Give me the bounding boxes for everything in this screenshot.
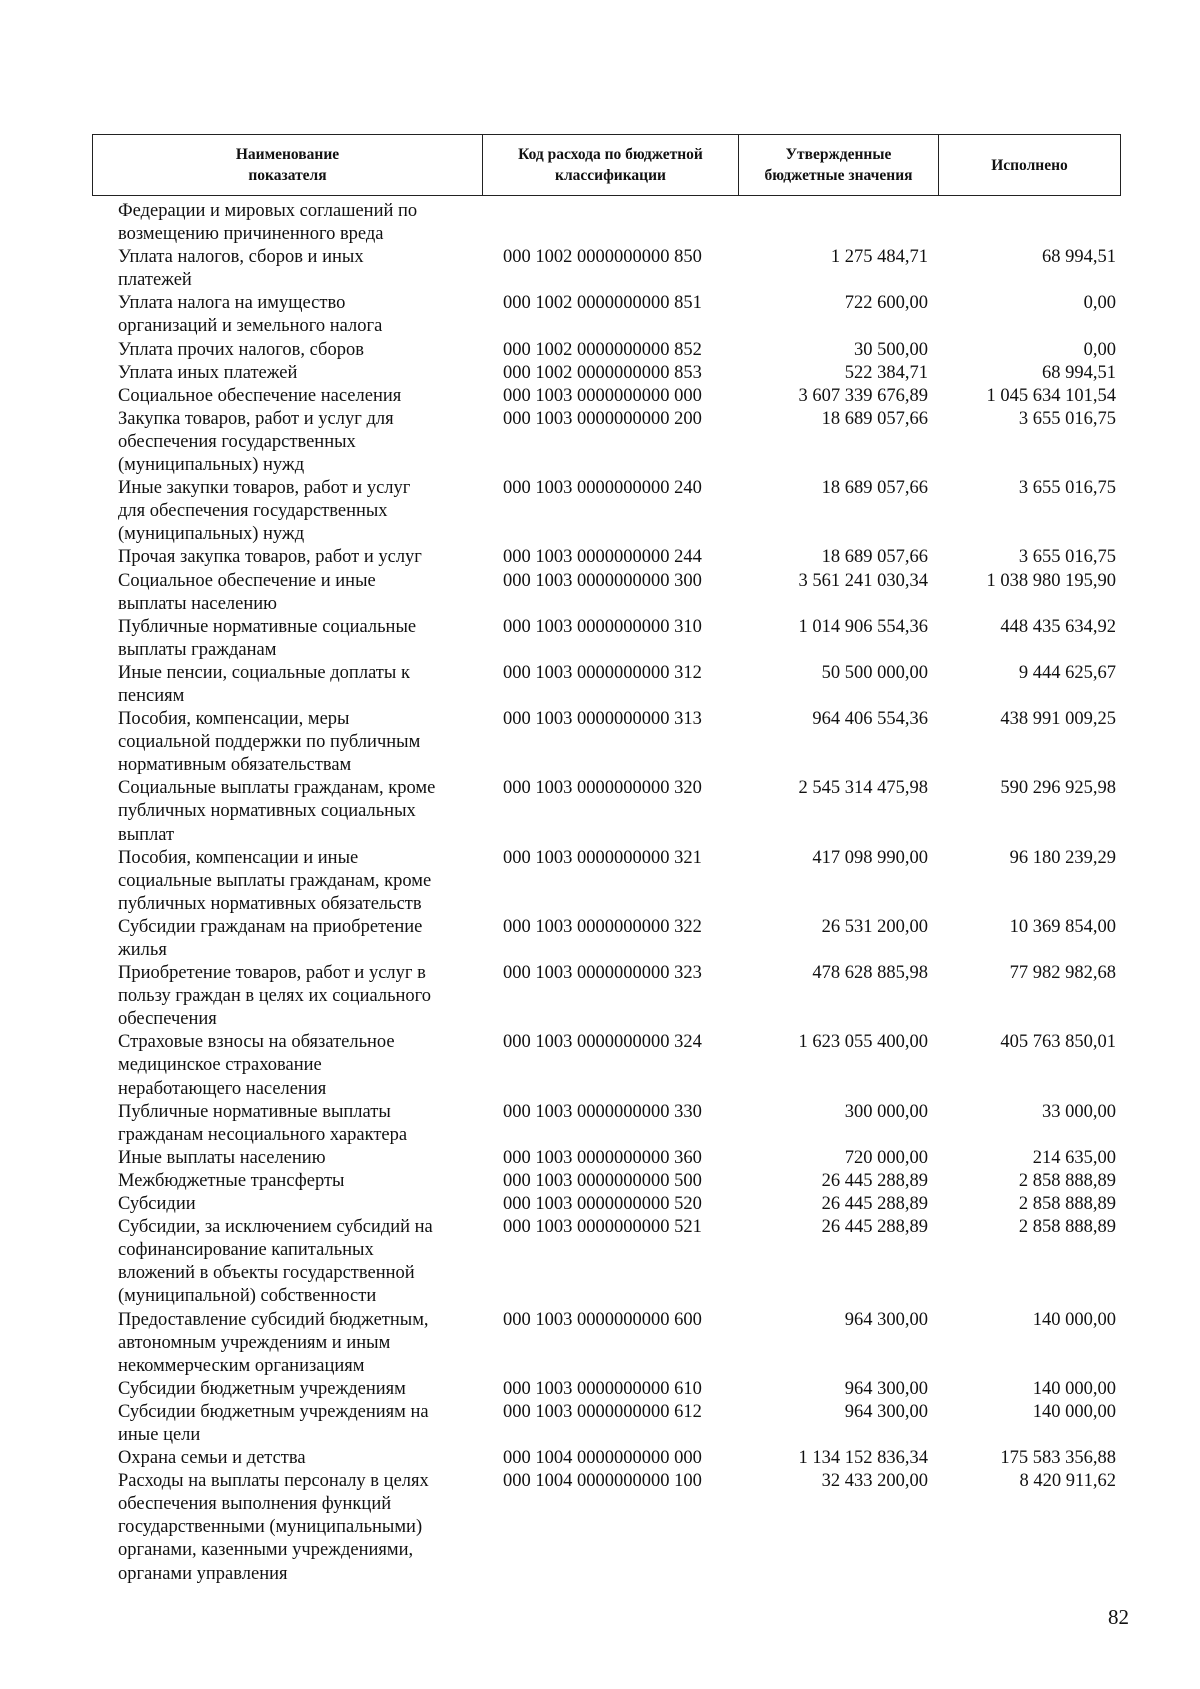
row-name: Социальные выплаты гражданам, кроме публичных нормативных социальных выплат [118, 778, 436, 845]
header-name: Наименование показателя [235, 146, 340, 184]
row-code: 000 1003 0000000000 312 [503, 662, 702, 683]
row-approved: 522 384,71 [844, 362, 928, 383]
row-executed: 438 991 009,25 [1000, 709, 1116, 730]
row-approved: 964 300,00 [844, 1401, 928, 1422]
row-code: 000 1003 0000000000 322 [503, 916, 702, 937]
row-name: Субсидии бюджетным учреждениям на иные цели [118, 1401, 429, 1445]
row-name: Уплата прочих налогов, сборов [118, 339, 364, 360]
row-code: 000 1002 0000000000 852 [503, 339, 702, 360]
row-executed: 140 000,00 [1032, 1309, 1116, 1330]
row-approved: 18 689 057,66 [821, 408, 928, 429]
row-executed: 68 994,51 [1042, 362, 1116, 383]
row-name: Федерации и мировых соглашений по возмещению причиненного вреда [118, 201, 418, 245]
row-approved: 964 406 554,36 [812, 709, 928, 730]
row-executed: 590 296 925,98 [1000, 778, 1116, 799]
row-executed: 96 180 239,29 [1009, 847, 1116, 868]
row-approved: 26 445 288,89 [821, 1170, 928, 1191]
row-approved: 1 275 484,71 [830, 247, 928, 268]
table-row [0, 1401, 1200, 1447]
row-executed: 8 420 911,62 [1019, 1471, 1116, 1492]
row-executed: 10 369 854,00 [1009, 916, 1116, 937]
table-row [0, 777, 1200, 846]
table-row [0, 962, 1200, 1031]
row-name: Субсидии гражданам на приобретение жилья [118, 916, 423, 960]
row-code: 000 1003 0000000000 244 [503, 547, 702, 568]
table-row [0, 708, 1200, 777]
table-row [0, 408, 1200, 477]
row-code: 000 1003 0000000000 000 [503, 385, 702, 406]
row-code: 000 1003 0000000000 330 [503, 1101, 702, 1122]
row-name: Иные пенсии, социальные доплаты к пенсиям [118, 662, 410, 706]
table-row [0, 916, 1200, 962]
row-code: 000 1003 0000000000 300 [503, 570, 702, 591]
row-executed: 3 655 016,75 [1018, 547, 1116, 568]
row-executed: 175 583 356,88 [1000, 1448, 1116, 1469]
row-name: Уплата иных платежей [118, 362, 298, 383]
row-code: 000 1003 0000000000 520 [503, 1194, 702, 1215]
table-row [0, 1031, 1200, 1100]
table-row [0, 1470, 1200, 1585]
row-executed: 2 858 888,89 [1018, 1170, 1116, 1191]
row-approved: 50 500 000,00 [821, 662, 928, 683]
row-approved: 964 300,00 [844, 1378, 928, 1399]
row-name: Субсидии [118, 1194, 196, 1215]
table-row [0, 292, 1200, 338]
row-code: 000 1003 0000000000 612 [503, 1401, 702, 1422]
row-code: 000 1003 0000000000 610 [503, 1378, 702, 1399]
row-executed: 0,00 [1083, 293, 1116, 314]
table-row [0, 362, 1200, 385]
row-code: 000 1003 0000000000 321 [503, 847, 702, 868]
row-executed: 2 858 888,89 [1018, 1194, 1116, 1215]
row-code: 000 1004 0000000000 100 [503, 1471, 702, 1492]
row-approved: 30 500,00 [854, 339, 928, 360]
row-name: Межбюджетные трансферты [118, 1170, 345, 1191]
row-name: Охрана семьи и детства [118, 1448, 306, 1469]
row-executed: 3 655 016,75 [1018, 408, 1116, 429]
header-code-cell [483, 135, 739, 195]
row-code: 000 1003 0000000000 521 [503, 1217, 702, 1238]
row-executed: 140 000,00 [1032, 1401, 1116, 1422]
table-header [92, 134, 1121, 196]
row-executed: 33 000,00 [1042, 1101, 1116, 1122]
table-row [0, 246, 1200, 292]
row-code: 000 1002 0000000000 853 [503, 362, 702, 383]
row-code: 000 1003 0000000000 500 [503, 1170, 702, 1191]
row-executed: 448 435 634,92 [1000, 616, 1116, 637]
row-name: Закупка товаров, работ и услуг для обеспечения государственных (муниципальных) нужд [118, 408, 394, 476]
row-name: Публичные нормативные выплаты гражданам несоциального характера [118, 1101, 408, 1145]
row-executed: 3 655 016,75 [1018, 478, 1116, 499]
row-name: Пособия, компенсации, меры социальной поддержки по публичным нормативным обязательствам [118, 709, 421, 776]
row-approved: 1 134 152 836,34 [798, 1448, 928, 1469]
table-row [0, 1147, 1200, 1170]
row-code: 000 1003 0000000000 200 [503, 408, 702, 429]
header-code: Код расхода по бюджетной классификации [518, 146, 703, 184]
row-executed: 214 635,00 [1032, 1147, 1116, 1168]
row-name: Социальное обеспечение и иные выплаты населению [118, 570, 376, 614]
row-approved: 18 689 057,66 [821, 478, 928, 499]
row-executed: 1 038 980 195,90 [986, 570, 1116, 591]
header-name-cell [93, 135, 483, 195]
table-row [0, 616, 1200, 662]
row-executed: 2 858 888,89 [1018, 1217, 1116, 1238]
row-executed: 1 045 634 101,54 [986, 385, 1116, 406]
row-name: Уплата налога на имущество организаций и земельного налога [118, 293, 383, 337]
row-approved: 1 623 055 400,00 [798, 1032, 928, 1053]
table-row [0, 1101, 1200, 1147]
row-executed: 77 982 982,68 [1009, 963, 1116, 984]
row-approved: 417 098 990,00 [812, 847, 928, 868]
row-name: Приобретение товаров, работ и услуг в пользу граждан в целях их социального обеспечения [118, 963, 432, 1030]
table-row [0, 200, 1200, 246]
table-row [0, 1216, 1200, 1308]
row-code: 000 1003 0000000000 310 [503, 616, 702, 637]
row-approved: 32 433 200,00 [821, 1471, 928, 1492]
table-row [0, 1170, 1200, 1193]
table-row [0, 662, 1200, 708]
row-executed: 405 763 850,01 [1000, 1032, 1116, 1053]
table-row [0, 570, 1200, 616]
table-row [0, 847, 1200, 916]
header-approved: Утвержденные бюджетные значения [764, 146, 913, 184]
row-code: 000 1002 0000000000 851 [503, 293, 702, 314]
row-name: Субсидии, за исключением субсидий на софинансирование капитальных вложений в объекты государственной (муниципальной) собственности [118, 1217, 433, 1307]
row-code: 000 1002 0000000000 850 [503, 247, 702, 268]
row-code: 000 1003 0000000000 320 [503, 778, 702, 799]
row-approved: 300 000,00 [844, 1101, 928, 1122]
table-row [0, 385, 1200, 408]
row-approved: 964 300,00 [844, 1309, 928, 1330]
row-code: 000 1004 0000000000 000 [503, 1448, 702, 1469]
row-approved: 722 600,00 [844, 293, 928, 314]
row-name: Предоставление субсидий бюджетным, автономным учреждениям и иным некоммерческим организациям [118, 1309, 429, 1376]
row-approved: 26 445 288,89 [821, 1194, 928, 1215]
header-executed-cell [939, 135, 1120, 195]
table-row [0, 1378, 1200, 1401]
header-executed: Исполнено [991, 156, 1068, 174]
table-row [0, 339, 1200, 362]
row-code: 000 1003 0000000000 313 [503, 709, 702, 730]
row-name: Страховые взносы на обязательное медицинское страхование неработающего населения [118, 1032, 395, 1099]
row-approved: 26 445 288,89 [821, 1217, 928, 1238]
table-body [0, 200, 1200, 1586]
row-approved: 2 545 314 475,98 [798, 778, 928, 799]
row-approved: 478 628 885,98 [812, 963, 928, 984]
row-approved: 3 607 339 676,89 [798, 385, 928, 406]
row-code: 000 1003 0000000000 240 [503, 478, 702, 499]
row-code: 000 1003 0000000000 600 [503, 1309, 702, 1330]
table-row [0, 477, 1200, 546]
row-code: 000 1003 0000000000 323 [503, 963, 702, 984]
header-approved-cell [739, 135, 939, 195]
table-row [0, 1309, 1200, 1378]
row-name: Субсидии бюджетным учреждениям [118, 1378, 406, 1399]
row-name: Иные закупки товаров, работ и услуг для обеспечения государственных (муниципальных) нужд [118, 478, 411, 545]
row-approved: 1 014 906 554,36 [798, 616, 928, 637]
row-executed: 68 994,51 [1042, 247, 1116, 268]
row-approved: 720 000,00 [844, 1147, 928, 1168]
row-approved: 18 689 057,66 [821, 547, 928, 568]
table-row [0, 546, 1200, 569]
row-executed: 140 000,00 [1032, 1378, 1116, 1399]
row-name: Публичные нормативные социальные выплаты гражданам [118, 616, 417, 660]
table-row [0, 1193, 1200, 1216]
row-name: Уплата налогов, сборов и иных платежей [118, 247, 364, 291]
row-name: Социальное обеспечение населения [118, 385, 402, 406]
row-code: 000 1003 0000000000 324 [503, 1032, 702, 1053]
page-number: 82 [1108, 1605, 1129, 1629]
row-executed: 0,00 [1083, 339, 1116, 360]
table-row [0, 1447, 1200, 1470]
row-name: Прочая закупка товаров, работ и услуг [118, 547, 422, 568]
row-name: Пособия, компенсации и иные социальные выплаты гражданам, кроме публичных нормативных обязательств [118, 847, 432, 914]
row-approved: 3 561 241 030,34 [798, 570, 928, 591]
row-name: Иные выплаты населению [118, 1147, 326, 1168]
row-code: 000 1003 0000000000 360 [503, 1147, 702, 1168]
row-executed: 9 444 625,67 [1018, 662, 1116, 683]
row-approved: 26 531 200,00 [821, 916, 928, 937]
row-name: Расходы на выплаты персоналу в целях обеспечения выполнения функций государственными (муниципальными) органами, казенными учреждениями, органами управления [118, 1471, 429, 1584]
